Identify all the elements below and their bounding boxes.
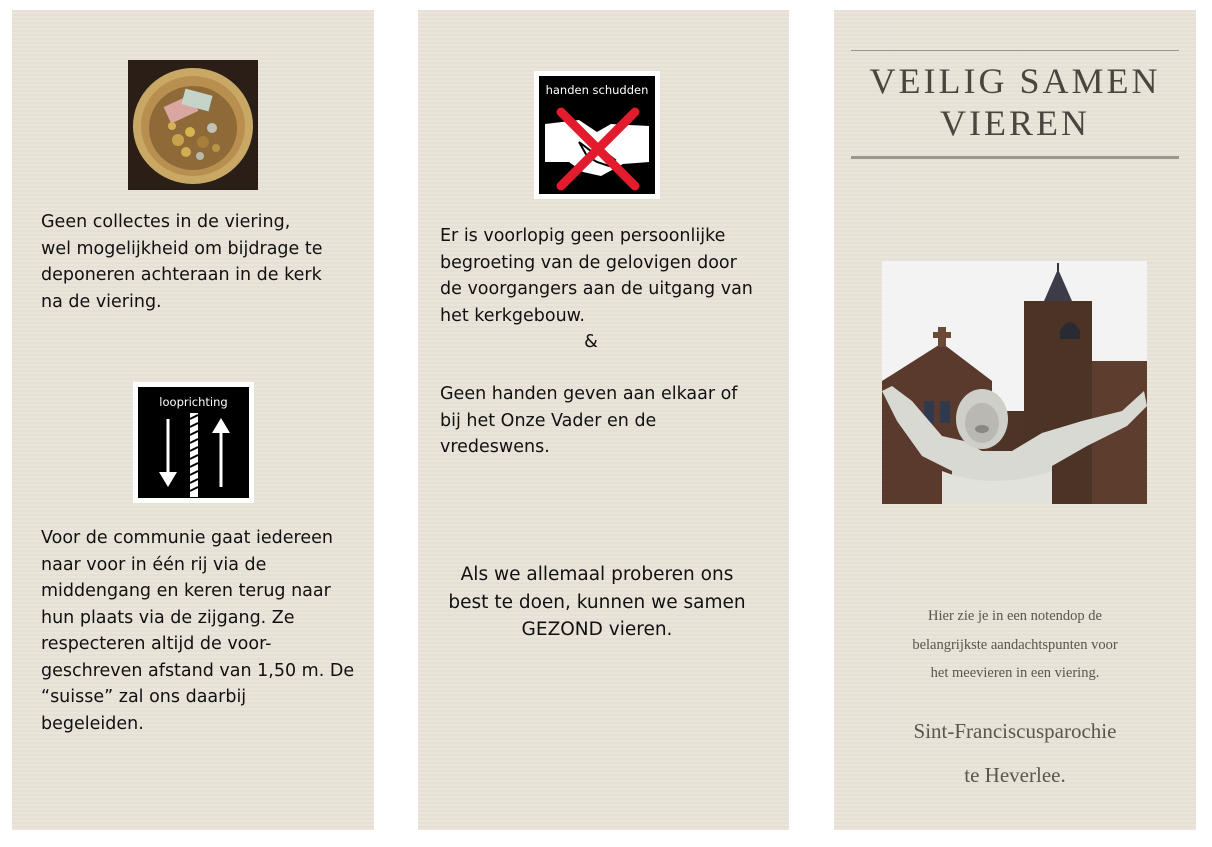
arrows-icon — [138, 387, 249, 498]
parish-location: te Heverlee. — [964, 763, 1066, 787]
panel-cover — [834, 10, 1196, 830]
title-line-2: VIEREN — [940, 103, 1090, 143]
handshake-crossed-icon — [539, 76, 655, 194]
title-bottom-rule — [851, 156, 1179, 159]
church-statue-photo — [882, 261, 1147, 504]
collection-basket-photo — [128, 60, 258, 190]
communion-text: Voor de communie gaat iedereen naar voor in één rij via de middengang en keren terug naar hun plaats via de zijgang. Ze respecteren altijd de voor- geschreven afstand van 1,50 m. De “suisse” zal ons daarbij begeleiden. — [41, 528, 355, 734]
title-line-1: VEILIG SAMEN — [869, 61, 1161, 101]
title-top-rule — [851, 50, 1179, 51]
panel-middle — [418, 10, 789, 830]
handshake-sign-label: handen schudden — [545, 83, 649, 97]
greeting-text: Er is voorlopig geen persoonlijke begroeting van de gelovigen door de voorgangers aan de uitgang van het kerkgebouw. — [440, 226, 753, 326]
closing-text: Als we allemaal proberen ons best te doen, kunnen we samen GEZOND vieren. — [448, 564, 746, 640]
walking-direction-sign — [133, 382, 254, 503]
panel-left — [12, 10, 374, 830]
intro-text: Hier zie je in een notendop de belangrijkste aandachtspunten voor het meevieren in een viering. — [912, 608, 1118, 681]
direction-sign-label: looprichting — [159, 395, 228, 409]
no-handshake-sign — [534, 71, 660, 199]
collection-text: Geen collectes in de viering, wel mogelijkheid om bijdrage te deponeren achteraan in de kerk na de viering. — [41, 212, 323, 312]
ampersand-text: & — [584, 332, 598, 352]
no-hands-text: Geen handen geven aan elkaar of bij het Onze Vader en de vredeswens. — [440, 384, 738, 457]
parish-name: Sint-Franciscusparochie — [913, 719, 1117, 743]
